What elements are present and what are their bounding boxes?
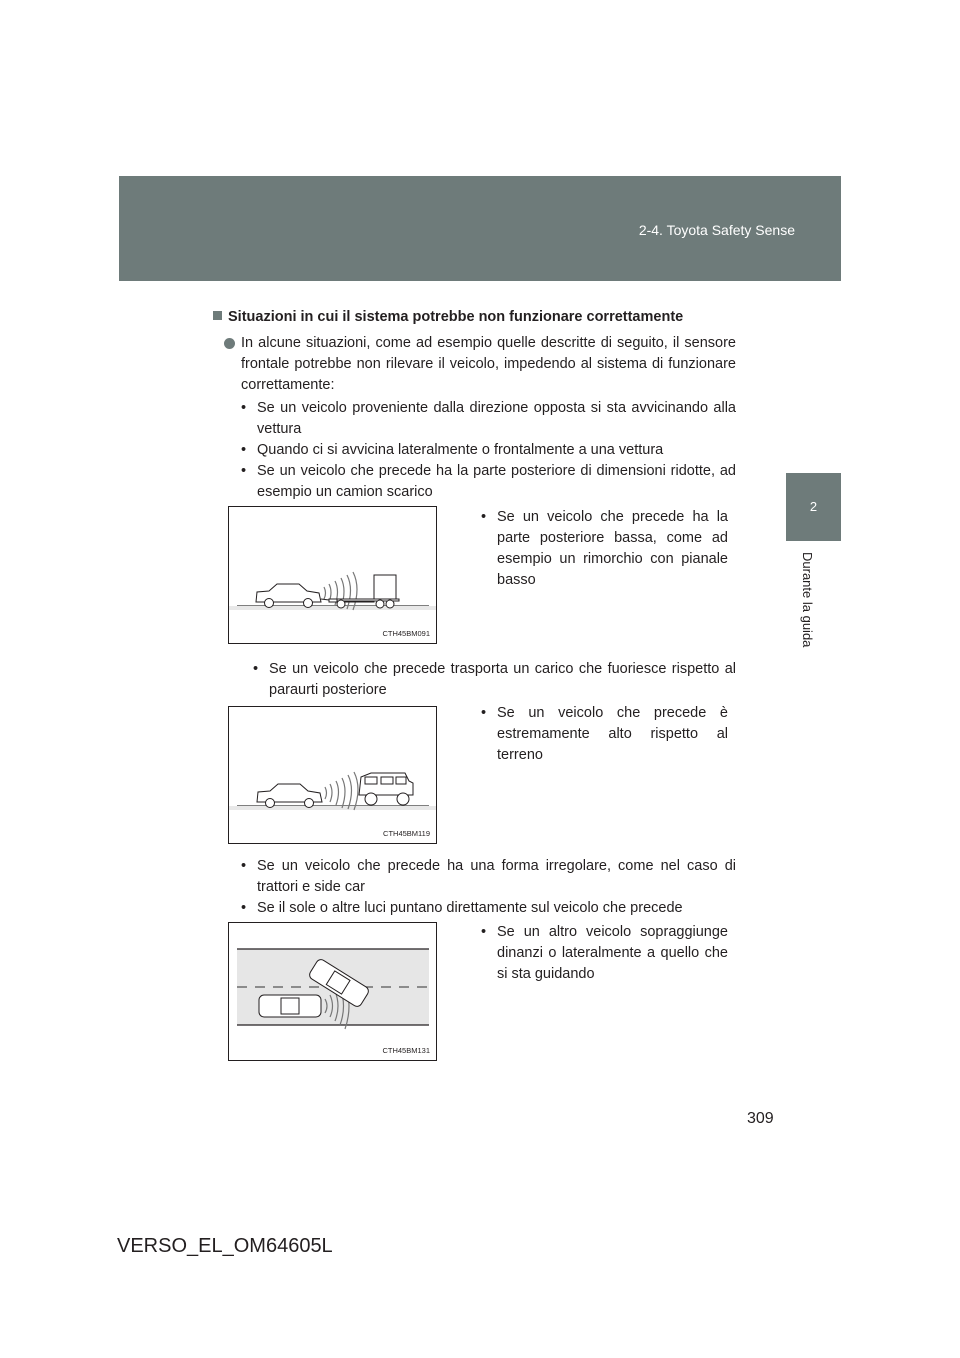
intro-text: In alcune situazioni, come ad esempio quelle descritte di seguito, il sensore frontale potrebbe non rilevare il veicolo, impedendo al sistema di funzionare correttamente: (241, 335, 736, 393)
bullet-list-1 (241, 398, 736, 503)
list-item-text: Quando ci si avvicina lateralmente o frontalmente a una vettura (257, 442, 664, 458)
list-item: • Se un altro veicolo sopraggiunge dinanzi o lateralmente a quello che si sta guidando (481, 924, 728, 982)
figure-code: CTH45BM119 (383, 829, 430, 838)
list-item: • Se un veicolo che precede ha la parte posteriore di dimensioni ridotte, ad esempio un camion scarico (241, 463, 736, 500)
intro-paragraph (241, 333, 736, 396)
list-item: • Quando ci si avvicina lateralmente o frontalmente a una vettura (241, 442, 664, 458)
list-item-text: Se un veicolo che precede ha la parte posteriore di dimensioni ridotte, ad esempio un camion scarico (257, 463, 736, 500)
section-header: 2-4. Toyota Safety Sense (638, 222, 795, 238)
low-trailer-illustration (229, 507, 436, 643)
list-item: • Se un veicolo proveniente dalla direzione opposta si sta avvicinando alla vettura (241, 400, 736, 437)
figure-code: CTH45BM091 (382, 629, 430, 638)
list-item-text: Se un veicolo che precede ha una forma irregolare, come nel caso di trattori e side car (257, 858, 736, 895)
list-item-text: Se un veicolo che precede è estremamente alto rispetto al terreno (497, 705, 728, 763)
round-bullet-icon (224, 338, 235, 349)
list-item: • Se un veicolo che precede ha una forma irregolare, come nel caso di trattori e side car (241, 858, 736, 895)
list-item: • Se un veicolo che precede ha la parte posteriore bassa, come ad esempio un rimorchio con pianale basso (481, 509, 728, 588)
list-item-text: Se un veicolo proveniente dalla direzione opposta si sta avvicinando alla vettura (257, 400, 736, 437)
list-item-text: Se un veicolo che precede trasporta un carico che fuoriesce rispetto al paraurti posteriore (269, 661, 736, 698)
chapter-number: 2 (809, 499, 818, 514)
chapter-label: Durante la guida (800, 552, 815, 648)
list-item: • Se un veicolo che precede è estremamente alto rispetto al terreno (481, 705, 728, 763)
bullet-list-3 (241, 856, 736, 919)
list-item: • Se il sole o altre luci puntano direttamente sul veicolo che precede (241, 900, 683, 916)
bullet-list-2 (253, 659, 736, 701)
list-item-text: Se un veicolo che precede ha la parte posteriore bassa, come ad esempio un rimorchio con pianale basso (497, 509, 728, 588)
high-vehicle-illustration (229, 707, 436, 843)
section-title-text: Situazioni in cui il sistema potrebbe non funzionare correttamente (228, 309, 684, 325)
figure-caption-1 (481, 507, 728, 591)
page-number: 309 (747, 1110, 774, 1127)
figure-code: CTH45BM131 (382, 1046, 430, 1055)
header-bar (119, 176, 841, 281)
list-item-text: Se il sole o altre luci puntano direttamente sul veicolo che precede (257, 900, 683, 916)
figure-low-trailer (228, 506, 437, 644)
figure-caption-3 (481, 922, 728, 985)
section-title (213, 309, 683, 325)
figure-caption-2 (481, 703, 728, 766)
cut-in-illustration (229, 923, 436, 1060)
square-bullet-icon (213, 311, 222, 320)
list-item-text: Se un altro veicolo sopraggiunge dinanzi o lateralmente a quello che si sta guidando (497, 924, 728, 982)
list-item: • Se un veicolo che precede trasporta un carico che fuoriesce rispetto al paraurti posteriore (253, 661, 736, 698)
document-code: VERSO_EL_OM64605L (117, 1235, 333, 1257)
chapter-tab (786, 473, 841, 541)
figure-cut-in-vehicle (228, 922, 437, 1061)
figure-high-vehicle (228, 706, 437, 844)
